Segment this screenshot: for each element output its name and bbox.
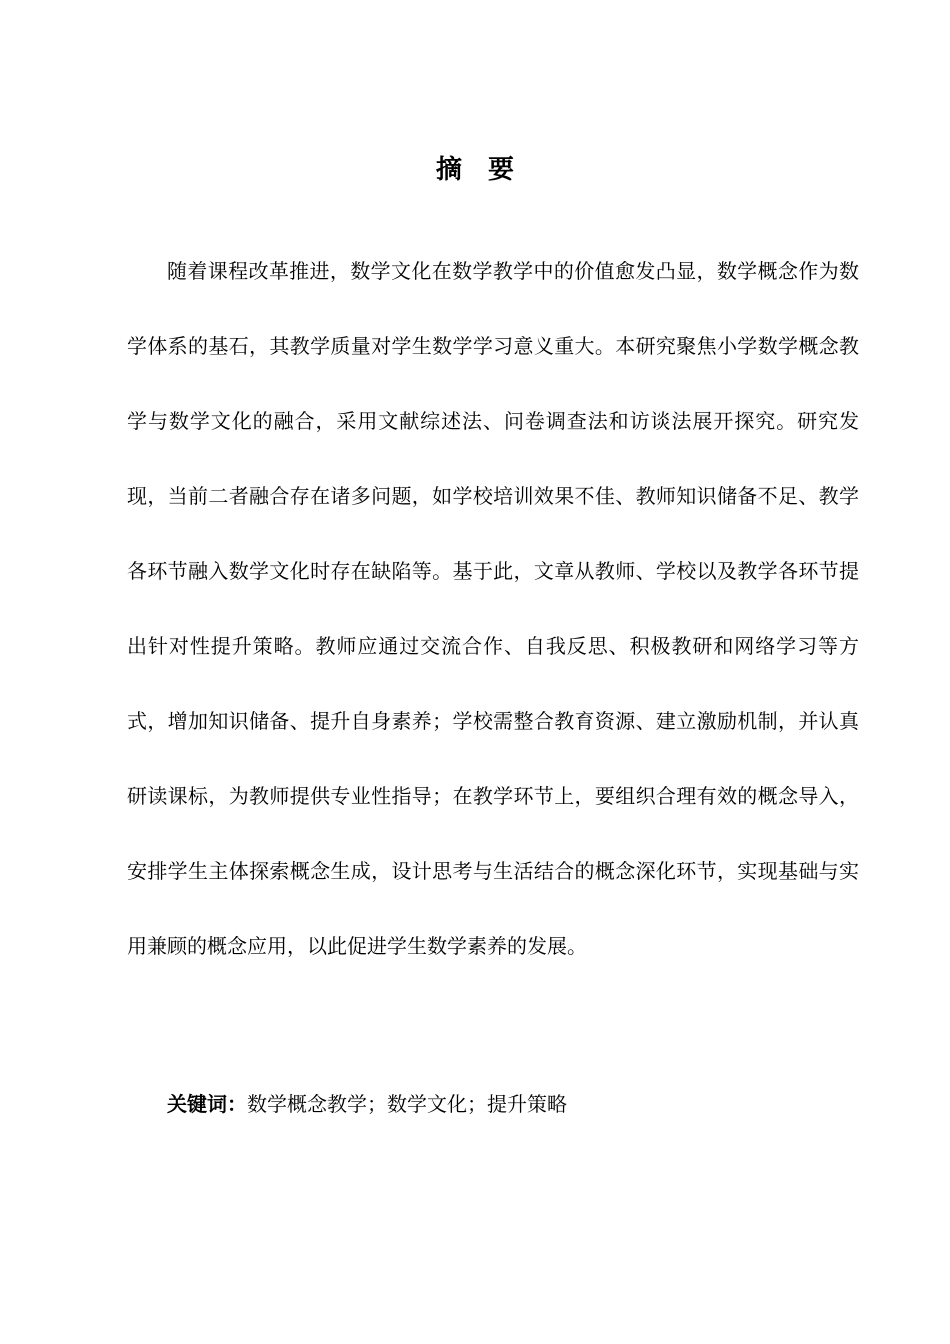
keywords-label: 关键词：: [167, 1092, 247, 1116]
page-title: 摘要: [435, 155, 540, 185]
keywords-line: [167, 1088, 859, 1120]
abstract-paragraph: 随着课程改革推进，数学文化在数学教学中的价值愈发凸显，数学概念作为数学体系的基石，其教学质量对学生数学学习意义重大。本研究聚焦小学数学概念教学与数学文化的融合，采用文献综述法、问卷调查法和访谈法展开探究。研究发现，当前二者融合存在诸多问题，如学校培训效果不佳、教师知识储备不足、教学各环节融入数学文化时存在缺陷等。基于此，文章从教师、学校以及教学各环节提出针对性提升策略。教师应通过交流合作、自我反思、积极教研和网络学习等方式，增加知识储备、提升自身素养；学校需整合教育资源、建立激励机制，并认真研读课标，为教师提供专业性指导；在教学环节上，要组织合理有效的概念导入，安排学生主体探索概念生成，设计思考与生活结合的概念深化环节，实现基础与实用兼顾的概念应用，以此促进学生数学素养的发展。: [127, 259, 859, 958]
keywords-text: 数学概念教学；数学文化；提升策略: [247, 1092, 567, 1116]
